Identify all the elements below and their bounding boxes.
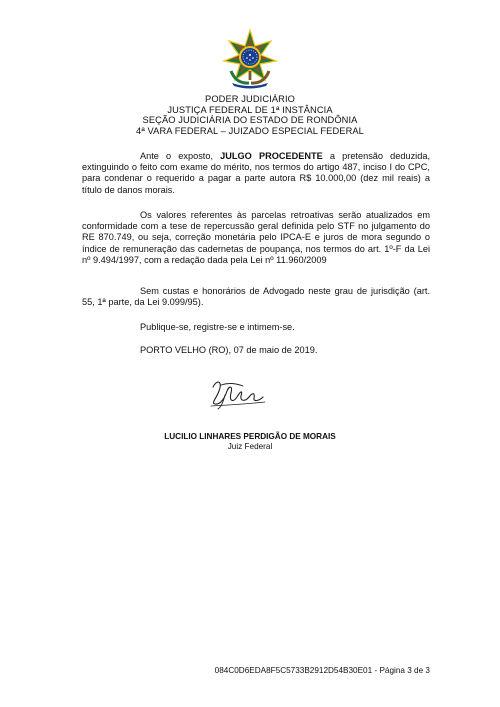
brazil-coat-of-arms-icon [222, 29, 278, 89]
place-date: PORTO VELHO (RO), 07 de maio de 2019. [140, 345, 318, 355]
paragraph-publish: Publique-se, registre-se e intimem-se. [140, 322, 295, 332]
header-line-poder: PODER JUDICIÁRIO [205, 94, 295, 104]
header-line-secao: SEÇÃO JUDICIÁRIA DO ESTADO DE RONDÔNIA [142, 115, 358, 126]
judge-name: LUCILIO LINHARES PERDIGÃO DE MORAIS [164, 432, 336, 441]
judge-title: Juiz Federal [227, 442, 273, 451]
paragraph-decision-prefix: Ante o exposto, [140, 151, 221, 161]
handwritten-signature [207, 377, 267, 411]
document-footer [215, 666, 430, 675]
document-hash: 084C0D6EDA8F5C5733B2912D54B30E01 [214, 666, 373, 675]
paragraph-costs: Sem custas e honorários de Advogado neste grau de jurisdição (art. 55, 1ª parte, da Lei 9.099/95). [82, 286, 430, 308]
paragraph-decision-suffix: a pretensão deduzida, extinguindo o feito com exame do mérito, nos termos do artigo 487, inciso I do CPC, para condenar o requerido a pagar a parte autora R$ 10.000,00 (dez mil reais) a título de danos morais. [82, 151, 430, 195]
document-header [0, 94, 500, 136]
header-line-justica: JUSTIÇA FEDERAL DE 1ª INSTÂNCIA [167, 104, 333, 115]
julgo-procedente-text: JULGO PROCEDENTE [220, 151, 323, 161]
footer-separator: - [372, 666, 380, 675]
page-number: Página 3 de 3 [379, 666, 430, 675]
paragraph-correction: Os valores referentes às parcelas retroativas serão atualizados em conformidade com a tese de repercussão geral definida pelo STF no julgamento do RE 870.749, ou seja, correção monetária pelo IPCA-E e juros de mora segundo o índice de remuneração das cadernetas de poupança, nos termos do art. 1º-F da Lei nº 9.494/1997, com a redação dada pela Lei nº 11.960/2009 [82, 210, 430, 265]
paragraph-decision [82, 151, 430, 196]
header-line-vara: 4ª VARA FEDERAL – JUIZADO ESPECIAL FEDERAL [136, 125, 364, 136]
